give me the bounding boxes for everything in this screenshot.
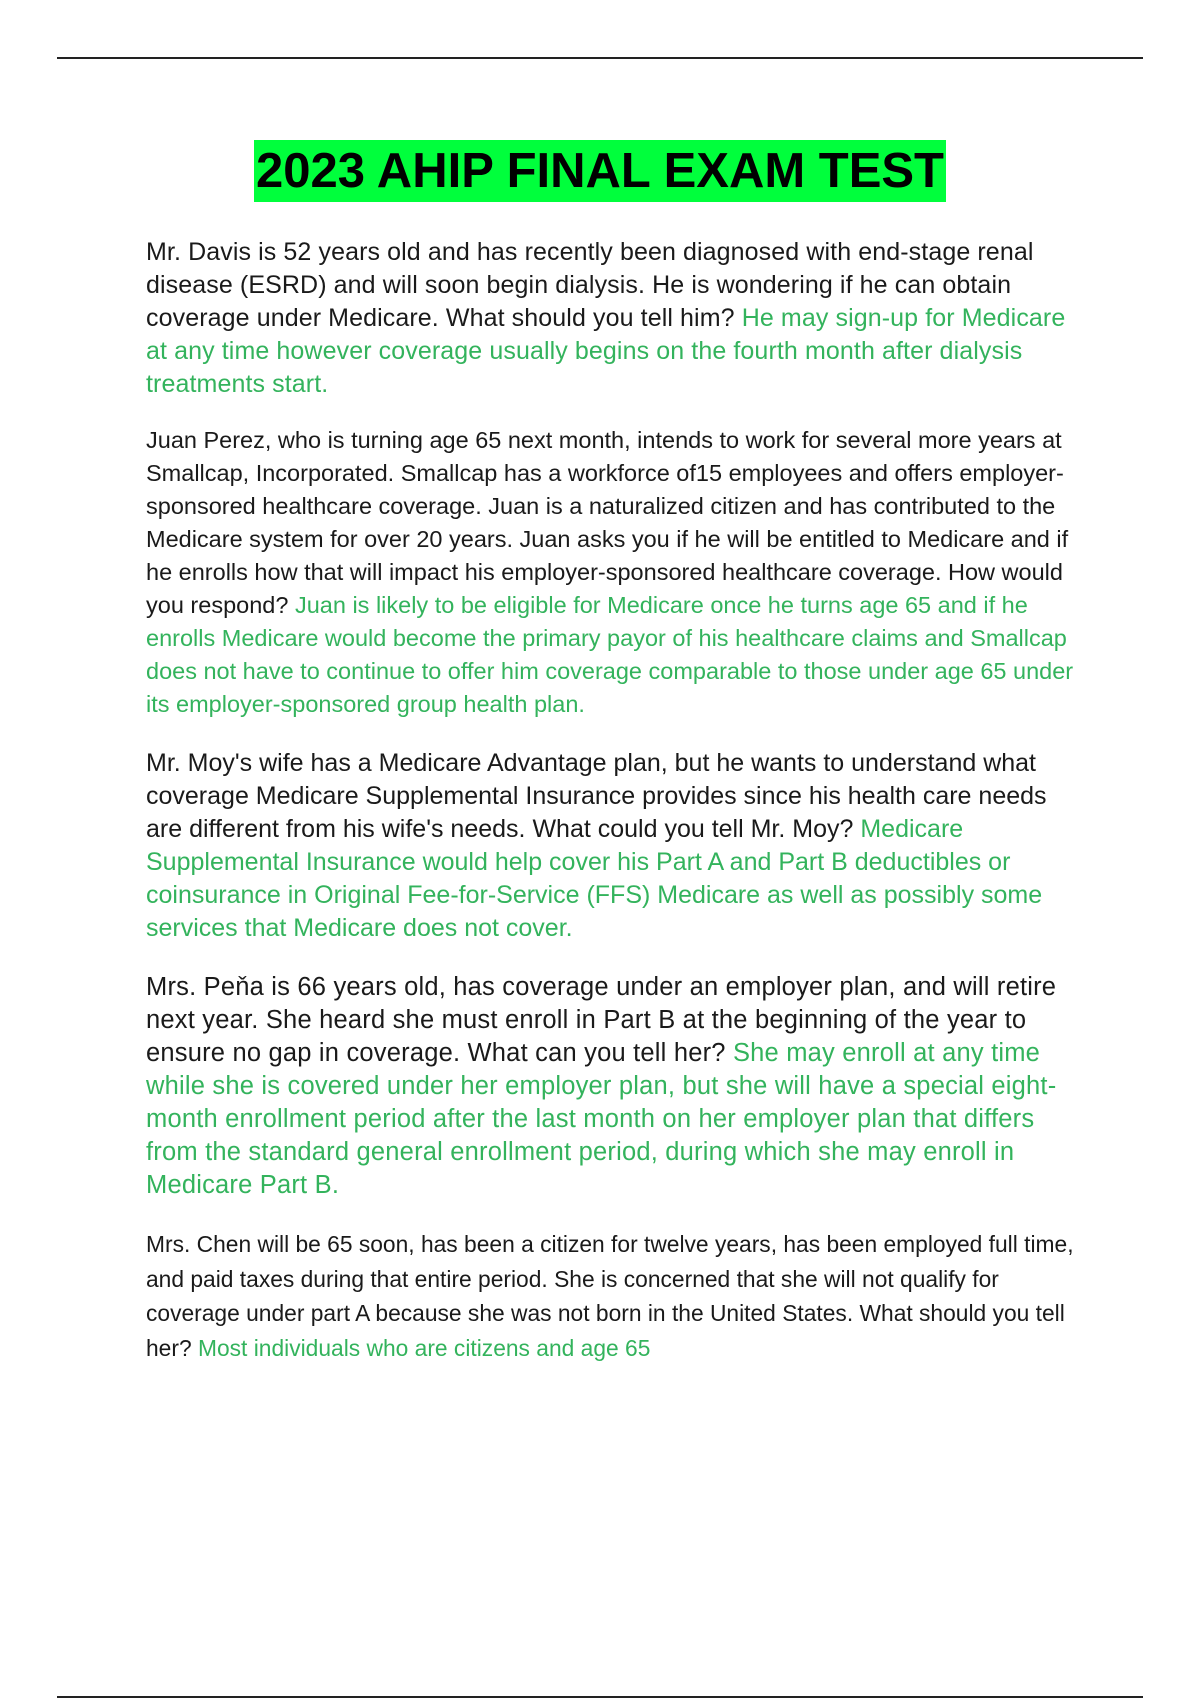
question-text: Mr. Moy's wife has a Medicare Advantage plan, but he wants to understand what coverage Medicare Supplemental Insurance provides since his health care needs are different from his wife's needs. What could you tell Mr. Moy? — [146, 749, 1047, 843]
document-title: 2023 AHIP FINAL EXAM TEST — [254, 140, 946, 202]
top-rule — [57, 57, 1143, 59]
answer-text: He may sign-up for Medicare at any time however coverage usually begins on the fourth month after dialysis treatments start. — [146, 304, 1066, 398]
question-text: Mrs. Chen will be 65 soon, has been a citizen for twelve years, has been employed full time, and paid taxes during that entire period. She is concerned that she will not qualify for coverage under part A because she was not born in the United States. What should you tell her? — [146, 1231, 1074, 1361]
question-text: Mr. Davis is 52 years old and has recently been diagnosed with end-stage renal disease (ESRD) and will soon begin dialysis. He is wondering if he can obtain coverage under Medicare. What should you tell him? — [146, 238, 1034, 332]
qa-item — [146, 747, 1086, 945]
answer-text: Most individuals who are citizens and age 65 — [197, 1334, 651, 1361]
qa-list — [146, 236, 1086, 1365]
qa-item — [146, 236, 1086, 401]
bottom-rule — [57, 1696, 1143, 1698]
qa-item — [146, 1227, 1086, 1365]
question-text: Mrs. Peňa is 66 years old, has coverage under an employer plan, and will retire next year. She heard she must enroll in Part B at the beginning of the year to ensure no gap in coverage. What can you tell her? — [146, 973, 1057, 1067]
answer-text: Juan is likely to be eligible for Medicare once he turns age 65 and if he enrolls Medicare would become the primary payor of his healthcare claims and Smallcap does not have to continue to offer him coverage comparable to those under age 65 under its employer-sponsored group health plan. — [146, 592, 1074, 717]
answer-text: She may enroll at any time while she is covered under her employer plan, but she will have a special eight-month enrollment period after the last month on her employer plan that differs from the standard general enrollment period, during which she may enroll in Medicare Part B. — [146, 1039, 1057, 1199]
title-block — [0, 140, 1200, 202]
qa-item — [146, 971, 1086, 1202]
question-text: Juan Perez, who is turning age 65 next month, intends to work for several more years at Smallcap, Incorporated. Smallcap has a workforce of15 employees and offers employer-sponsored healthcare coverage. Juan is a naturalized citizen and has contributed to the Medicare system for over 20 years. Juan asks you if he will be entitled to Medicare and if he enrolls how that will impact his employer-sponsored healthcare coverage. How would you respond? — [146, 427, 1069, 618]
qa-item — [146, 424, 1086, 721]
answer-text: Medicare Supplemental Insurance would help cover his Part A and Part B deductibles or coinsurance in Original Fee-for-Service (FFS) Medicare as well as possibly some services that Medicare does not cover. — [146, 815, 1043, 942]
